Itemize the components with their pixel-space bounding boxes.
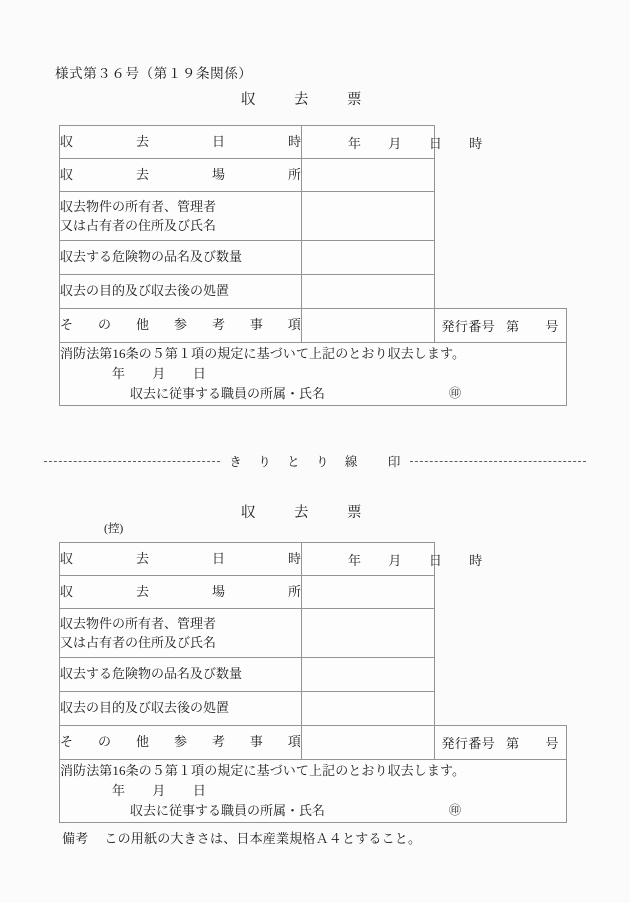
seal-stamp-icon: ㊞ [449,385,462,400]
field-owner-address-name[interactable] [302,609,435,658]
label-purpose-disposition [60,692,302,726]
cut-char: と [287,455,300,469]
field-other-remarks[interactable] [302,726,435,760]
label-text: 収去の目的及び収去後の処置 [60,283,230,299]
cut-char: 線 [344,455,358,469]
cut-line [44,452,586,470]
label-char: 収 [60,550,74,566]
page-title-original [241,88,362,109]
field-collection-datetime[interactable] [302,543,483,576]
label-char: 事 [249,317,263,333]
label-char: 所 [287,583,301,599]
officer-affiliation-name-label: 収去に従事する職員の所属・氏名 [130,385,326,401]
statement-date-line[interactable] [60,364,566,384]
label-char: 場 [211,583,225,599]
label-char: の [97,734,111,750]
label-char: そ [60,734,74,750]
label-char: 去 [135,550,149,566]
label-other-remarks [60,309,302,343]
date-unit-hour: 時 [469,552,483,568]
table-row [60,692,567,726]
label-line-2: 又は占有者の住所及び氏名 [60,635,217,650]
issue-number-suffix: 号 [545,736,559,751]
label-char: 所 [287,166,301,182]
date-unit-day: 日 [192,783,207,799]
label-char: 時 [287,550,301,566]
label-char: 項 [287,317,301,333]
field-collection-datetime[interactable] [302,126,483,159]
label-char: 収 [60,583,74,599]
table-row [60,726,567,760]
title-char: 去 [294,92,309,108]
footer-note-text: この用紙の大きさは、日本産業規格Ａ４とすること。 [104,831,422,846]
table-row [60,760,567,823]
label-line-1: 収去物件の所有者、管理者 [60,198,217,214]
label-hazardous-items [60,241,302,275]
label-owner-address-name [60,192,302,241]
label-collection-datetime [60,126,302,159]
label-char: の [97,317,111,333]
date-unit-day: 日 [428,135,443,151]
label-char: 時 [287,133,301,149]
table-row [60,576,567,609]
issue-number-label: 発行番号 [441,736,496,751]
label-other-remarks [60,726,302,760]
label-text: 収去する危険物の品名及び数量 [60,666,243,682]
field-owner-address-name[interactable] [302,192,435,241]
label-owner-address-name [60,609,302,658]
statement-legal-text: 消防法第16条の５第１項の規定に基づいて上記のとおり収去します。 [60,346,466,362]
label-collection-place [60,159,302,192]
collection-slip-table-original [59,125,567,406]
cut-line-dashes-left [44,461,220,462]
cut-char: り [258,455,272,469]
field-purpose-disposition[interactable] [302,692,435,726]
field-issue-number[interactable] [434,726,567,760]
table-row [60,543,567,576]
footer-note-label: 備考 [62,831,89,846]
cut-line-dashes-right [410,461,586,462]
table-row [60,241,567,275]
cut-char: き [229,455,243,469]
label-char: 他 [135,734,149,750]
date-unit-year: 年 [348,135,362,151]
date-unit-day: 日 [428,552,443,568]
field-purpose-disposition[interactable] [302,275,435,309]
collection-slip-table-duplicate [59,542,567,823]
title-char: 票 [347,505,362,521]
label-char: 場 [211,166,225,182]
form-number: 様式第３６号（第１９条関係） [55,66,253,81]
table-row [60,609,567,658]
date-unit-hour: 時 [469,135,483,151]
field-collection-place[interactable] [302,159,435,192]
seal-char: 印 [387,455,401,469]
field-issue-number[interactable] [434,309,567,343]
page-title-duplicate [241,501,362,522]
title-char: 収 [241,92,256,108]
label-line-2: 又は占有者の住所及び氏名 [60,218,217,233]
issue-number-prefix: 第 [506,736,520,751]
seal-stamp-icon: ㊞ [449,802,462,817]
label-collection-place [60,576,302,609]
label-char: 他 [135,317,149,333]
label-text: 収去の目的及び収去後の処置 [60,700,230,716]
field-hazardous-items[interactable] [302,658,435,692]
label-char: 事 [249,734,263,750]
field-other-remarks[interactable] [302,309,435,343]
statement-date-line[interactable] [60,781,566,801]
date-unit-year: 年 [348,552,362,568]
field-hazardous-items[interactable] [302,241,435,275]
label-char: 収 [60,133,74,149]
statement-officer-line[interactable] [60,384,566,404]
label-char: 去 [135,133,149,149]
date-unit-day: 日 [192,366,207,382]
date-unit-month: 月 [388,552,402,568]
label-char: 日 [211,550,225,566]
date-unit-year: 年 [112,366,126,382]
cut-char: り [316,455,329,469]
issue-number-label: 発行番号 [441,319,496,334]
duplicate-copy-mark: (控) [104,523,124,535]
label-char: 去 [135,166,149,182]
label-line-1: 収去物件の所有者、管理者 [60,615,217,631]
statement-officer-line[interactable] [60,801,566,821]
table-row [60,275,567,309]
issue-number-suffix: 号 [545,319,559,334]
table-row [60,126,567,159]
label-char: 日 [211,133,225,149]
label-char: 去 [135,583,149,599]
label-purpose-disposition [60,275,302,309]
label-char: 収 [60,166,74,182]
label-char: そ [60,317,74,333]
label-hazardous-items [60,658,302,692]
label-char: 考 [211,317,225,333]
footer-note [62,828,421,847]
field-collection-place[interactable] [302,576,435,609]
statement-block [60,343,567,406]
label-char: 項 [287,734,301,750]
title-char: 収 [241,505,256,521]
cut-line-label [220,452,409,470]
table-row [60,343,567,406]
statement-legal-text: 消防法第16条の５第１項の規定に基づいて上記のとおり収去します。 [60,763,466,779]
table-row [60,309,567,343]
table-row [60,658,567,692]
label-text: 収去する危険物の品名及び数量 [60,249,243,265]
table-row [60,192,567,241]
date-unit-month: 月 [388,135,402,151]
statement-block [60,760,567,823]
date-unit-year: 年 [112,783,126,799]
issue-number-prefix: 第 [506,319,520,334]
label-char: 参 [173,317,187,333]
label-char: 考 [211,734,225,750]
title-char: 去 [294,505,309,521]
label-collection-datetime [60,543,302,576]
title-char: 票 [347,92,362,108]
officer-affiliation-name-label: 収去に従事する職員の所属・氏名 [130,802,326,818]
table-row [60,159,567,192]
date-unit-month: 月 [152,783,166,799]
date-unit-month: 月 [152,366,166,382]
label-char: 参 [173,734,187,750]
